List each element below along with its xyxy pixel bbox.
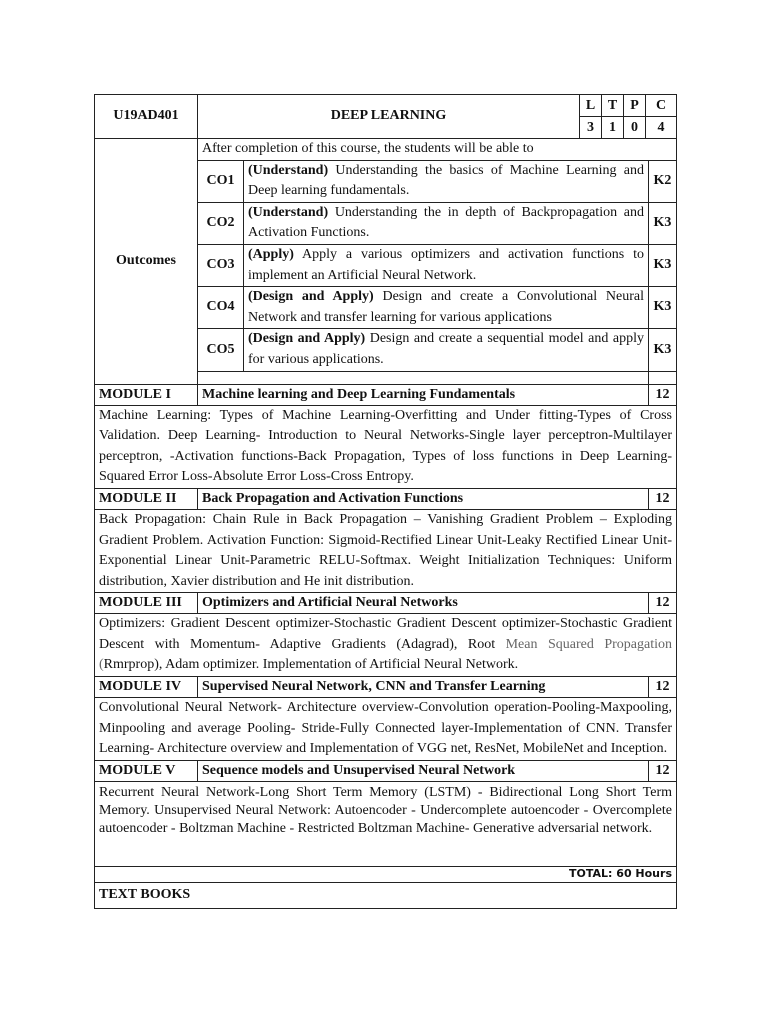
co2-code: CO2 <box>198 202 244 244</box>
module-4-hours: 12 <box>649 677 677 698</box>
ltpc-value-l: 3 <box>580 117 602 139</box>
module-3-title: Optimizers and Artificial Neural Networks <box>198 593 649 614</box>
module-1-hours: 12 <box>649 384 677 405</box>
outcomes-intro: After completion of this course, the students will be able to <box>198 139 677 161</box>
co5-level: K3 <box>649 329 677 371</box>
co2-text: (Understand) Understanding the in depth of Backpropagation and Activation Functions. <box>244 202 649 244</box>
ltpc-value-p: 0 <box>624 117 646 139</box>
co1-code: CO1 <box>198 160 244 202</box>
co1-level: K2 <box>649 160 677 202</box>
co3-level: K3 <box>649 244 677 286</box>
module-2-name: MODULE II <box>95 488 198 509</box>
module-2-title: Back Propagation and Activation Functions <box>198 488 649 509</box>
module-1-name: MODULE I <box>95 384 198 405</box>
co3-text: (Apply) Apply a various optimizers and activation functions to implement an Artificial Neural Network. <box>244 244 649 286</box>
co4-level: K3 <box>649 287 677 329</box>
module-3-hours: 12 <box>649 593 677 614</box>
co5-text: (Design and Apply) Design and create a sequential model and apply for various applications. <box>244 329 649 371</box>
ltpc-table <box>580 95 676 138</box>
ltpc-header-p: P <box>624 95 646 117</box>
ltpc-value-t: 1 <box>602 117 624 139</box>
module-2-desc: Back Propagation: Chain Rule in Back Propagation – Vanishing Gradient Problem – Exploding Gradient Problem. Activation Function: Sigmoid-Rectified Linear Unit-Leaky Rectified Linear Unit-Exponential Linear Unit-Parametric RELU-Softmax. Weight Initialization Techniques: Uniform distribution, Xavier distribution and He init distribution. <box>95 509 677 592</box>
module-3-name: MODULE III <box>95 593 198 614</box>
module-4-desc: Convolutional Neural Network- Architecture overview-Convolution operation-Pooling-Maxpooling, Minpooling and average Pooling- Stride-Fully Connected layer-Implementation of CNN. Transfer Learning- Architecture overview and Implementation of VGG net, ResNet, MobileNet and Inception. <box>95 698 677 761</box>
text-books-heading: TEXT BOOKS <box>95 882 677 908</box>
syllabus-table <box>94 94 677 909</box>
ltpc-value-c: 4 <box>646 117 677 139</box>
co4-code: CO4 <box>198 287 244 329</box>
total-hours: TOTAL: 60 Hours <box>95 866 677 882</box>
outcomes-label: Outcomes <box>95 139 198 385</box>
module-3-desc: Optimizers: Gradient Descent optimizer-Stochastic Gradient Descent optimizer-Stochastic Gradient Descent with Momentum- Adaptive Gradients (Adagrad), Root Mean Squared Propagation (Rmrprop), Adam optimizer. Implementation of Artificial Neural Network. <box>95 614 677 677</box>
co1-text: (Understand) Understanding the basics of Machine Learning and Deep learning fundamentals. <box>244 160 649 202</box>
outcomes-spacer-k <box>649 371 677 384</box>
course-code: U19AD401 <box>95 95 198 139</box>
outcomes-spacer <box>198 371 649 384</box>
module-4-name: MODULE IV <box>95 677 198 698</box>
ltpc-header-l: L <box>580 95 602 117</box>
module-1-title: Machine learning and Deep Learning Fundamentals <box>198 384 649 405</box>
syllabus-page <box>94 94 676 909</box>
module-1-desc: Machine Learning: Types of Machine Learning-Overfitting and Under fitting-Types of Cross Validation. Deep Learning- Introduction to Neural Networks-Single layer perceptron-Multilayer perceptron, -Activation functions-Back Propagation, Types of loss functions in Deep Learning-Squared Error Loss-Absolute Error Loss-Cross Entropy. <box>95 405 677 488</box>
ltpc-header-c: C <box>646 95 677 117</box>
course-title: DEEP LEARNING <box>198 95 580 139</box>
co2-level: K3 <box>649 202 677 244</box>
co5-code: CO5 <box>198 329 244 371</box>
module-5-hours: 12 <box>649 760 677 781</box>
module-2-hours: 12 <box>649 488 677 509</box>
ltpc-header-t: T <box>602 95 624 117</box>
module-5-desc: Recurrent Neural Network-Long Short Term Memory (LSTM) - Bidirectional Long Short Term Memory. Unsupervised Neural Network: Autoencoder - Undercomplete autoencoder - Overcomplete autoencoder - Boltzman Machine - Restricted Boltzman Machine- Generative adversarial network. <box>95 781 677 866</box>
module-5-name: MODULE V <box>95 760 198 781</box>
module-4-title: Supervised Neural Network, CNN and Transfer Learning <box>198 677 649 698</box>
ltpc-cell <box>580 95 677 139</box>
co4-text: (Design and Apply) Design and create a Convolutional Neural Network and transfer learning for various applications <box>244 287 649 329</box>
co3-code: CO3 <box>198 244 244 286</box>
module-5-title: Sequence models and Unsupervised Neural Network <box>198 760 649 781</box>
